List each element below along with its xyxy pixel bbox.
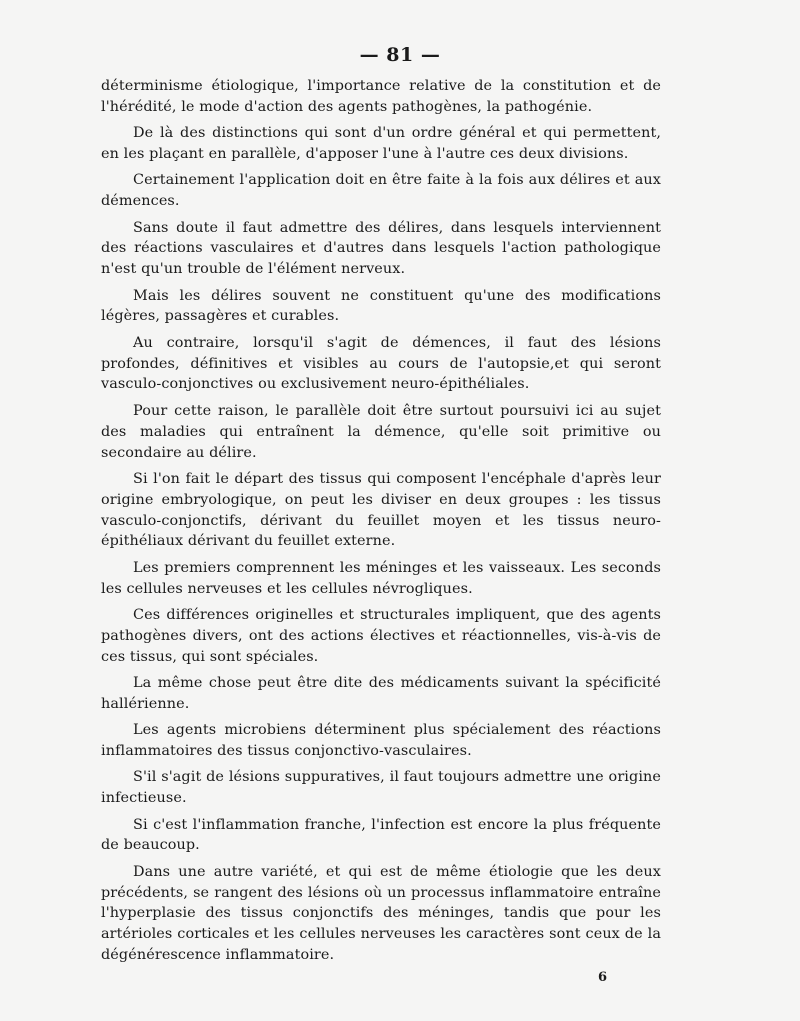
paragraph-13: S'il s'agit de lésions suppuratives, il faut toujours admettre une origine infectieuse. [101, 769, 661, 807]
paragraph-10: Ces différences originelles et structurales impliquent, que des agents pathogènes divers, ont des actions électives et réactionnelles, vis-à-vis de ces tissus, qui sont spéciales. [101, 606, 661, 665]
paragraph-6: Au contraire, lorsqu'il s'agit de démences, il faut des lésions profondes, définitives et visibles au cours de l'autopsie,et qui seront vasculo-conjonctives ou exclusivement neuro-épithéliales. [101, 334, 661, 393]
paragraph-9: Les premiers comprennent les méninges et les vaisseaux. Les seconds les cellules nerveuses et les cellules névrogliques. [101, 559, 661, 597]
paragraph-5: Mais les délires souvent ne constituent qu'une des modifications légères, passagères et curables. [101, 287, 661, 325]
paragraph-14: Si c'est l'inflammation franche, l'infection est encore la plus fréquente de beaucoup. [101, 816, 661, 854]
signature-mark: 6 [598, 970, 608, 985]
page-number: — 81 — [359, 44, 441, 66]
paragraph-3: Certainement l'application doit en être faite à la fois aux délires et aux démences. [101, 172, 661, 210]
paragraph-8: Si l'on fait le départ des tissus qui composent l'encéphale d'après leur origine embryologique, on peut les diviser en deux groupes : les tissus vasculo-conjonctifs, dérivant du feuillet moyen et les tissus neuro-épithéliaux dérivant du feuillet externe. [101, 470, 661, 550]
paragraph-15: Dans une autre variété, et qui est de même étiologie que les deux précédents, se rangent des lésions où un processus inflammatoire entraîne l'hyperplasie des tissus conjonctifs des méninges, tandis que pour les artérioles corticales et les cellules nerveuses les caractères sont ceux de la dégénérescence inflammatoire. [101, 863, 661, 964]
paragraph-7: Pour cette raison, le parallèle doit être surtout poursuivi ici au sujet des maladies qui entraînent la démence, qu'elle soit primitive ou secondaire au délire. [101, 402, 661, 461]
paragraph-11: La même chose peut être dite des médicaments suivant la spécificité hallérienne. [101, 674, 661, 712]
paragraph-12: Les agents microbiens déterminent plus spécialement des réactions inflammatoires des tissus conjonctivo-vasculaires. [101, 722, 661, 759]
paragraph-1: déterminisme étiologique, l'importance relative de la constitution et de l'hérédité, le mode d'action des agents pathogènes, la pathogénie. [101, 78, 661, 115]
paragraph-2: De là des distinctions qui sont d'un ordre général et qui permettent, en les plaçant en parallèle, d'apposer l'une à l'autre ces deux divisions. [101, 125, 661, 163]
body-text [101, 76, 661, 971]
paragraph-4: Sans doute il faut admettre des délires, dans lesquels interviennent des réactions vasculaires et d'autres dans lesquels l'action pathologique n'est qu'un trouble de l'élément nerveux. [101, 219, 661, 278]
